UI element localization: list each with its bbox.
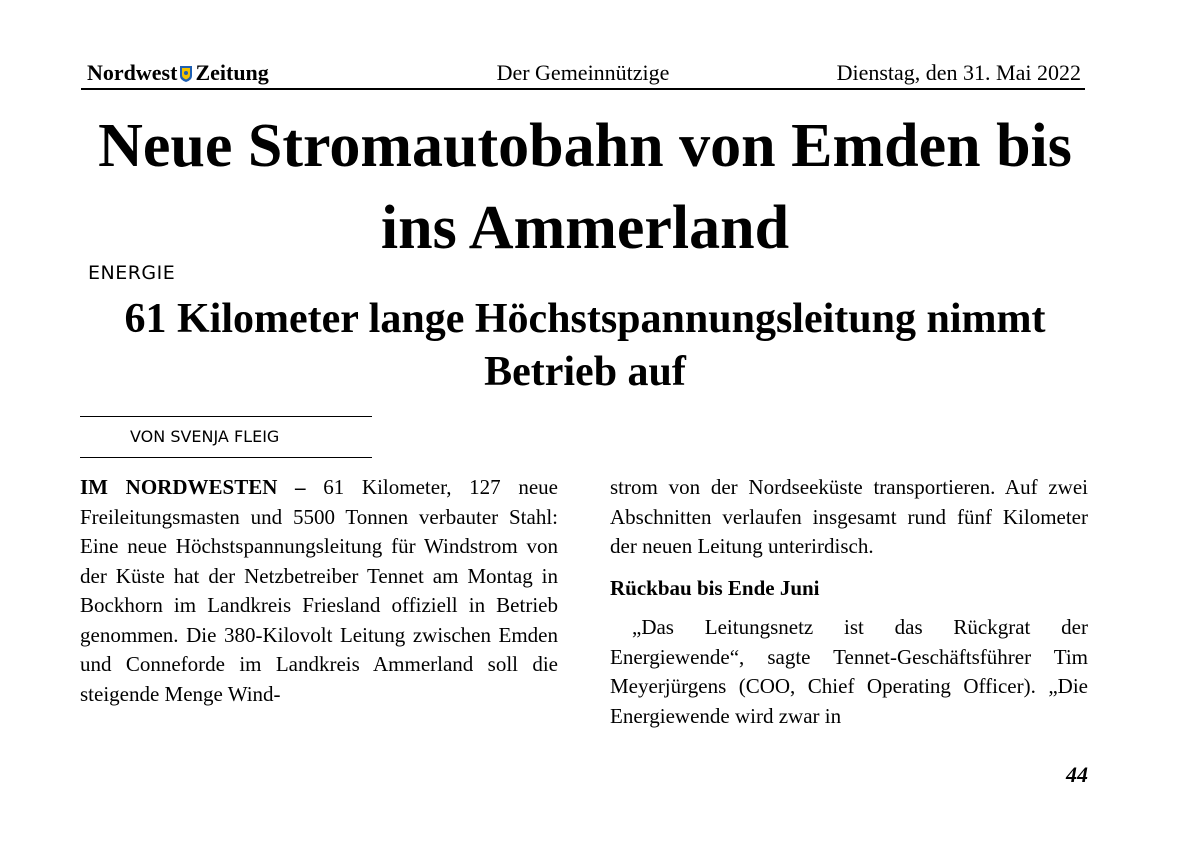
headline: Neue Stromautobahn von Emden bis ins Ammerland [98,112,1072,262]
article-column-1 [80,473,558,709]
subheadline: 61 Kilometer lange Höchstspannungsleitung nimmt Betrieb auf [124,296,1046,395]
issue-date: Dienstag, den 31. Mai 2022 [836,60,1081,85]
masthead [81,58,1085,90]
page-number: 44 [1066,762,1088,787]
lead-dateline: IM NORDWESTEN – [80,475,306,499]
kicker: ENERGIE [88,262,176,284]
byline-text: VON SVENJA FLEIG [130,427,280,446]
paper-name-left: Nordwest [87,60,178,85]
paragraph-1-part-2: strom von der Nordseeküste transportieren. Auf zwei Abschnitten verlaufen insgesamt rund fünf Kilometer der neuen Leitung unterirdisch. [610,475,1088,558]
supplement-title: Der Gemeinnützige [496,60,670,85]
paper-name-right: Zeitung [195,60,269,85]
paragraph-lead [80,473,558,709]
paragraph-1-part-1: 61 Kilometer, 127 neue Freileitungsmasten und 5500 Tonnen verbauter Stahl: Eine neue Höchstspannungsleitung für Windstrom von der Küste hat der Netzbetreiber Tennet am Montag in Bockhorn im Landkreis Friesland offiziell in Betrieb genommen. Die 380-Kilovolt Leitung zwischen Emden und Conneforde im Landkreis Ammerland soll die steigende Menge Wind- [80,475,558,706]
article-column-2 [610,473,1088,731]
section-subhead: Rückbau bis Ende Juni [610,575,820,600]
byline [80,416,372,458]
paragraph-2: „Das Leitungsnetz ist das Rückgrat der Energiewende“, sagte Tennet-Geschäftsführer Tim Meyerjürgens (COO, Chief Operating Officer). „Die Energiewende wird zwar in [610,615,1088,728]
